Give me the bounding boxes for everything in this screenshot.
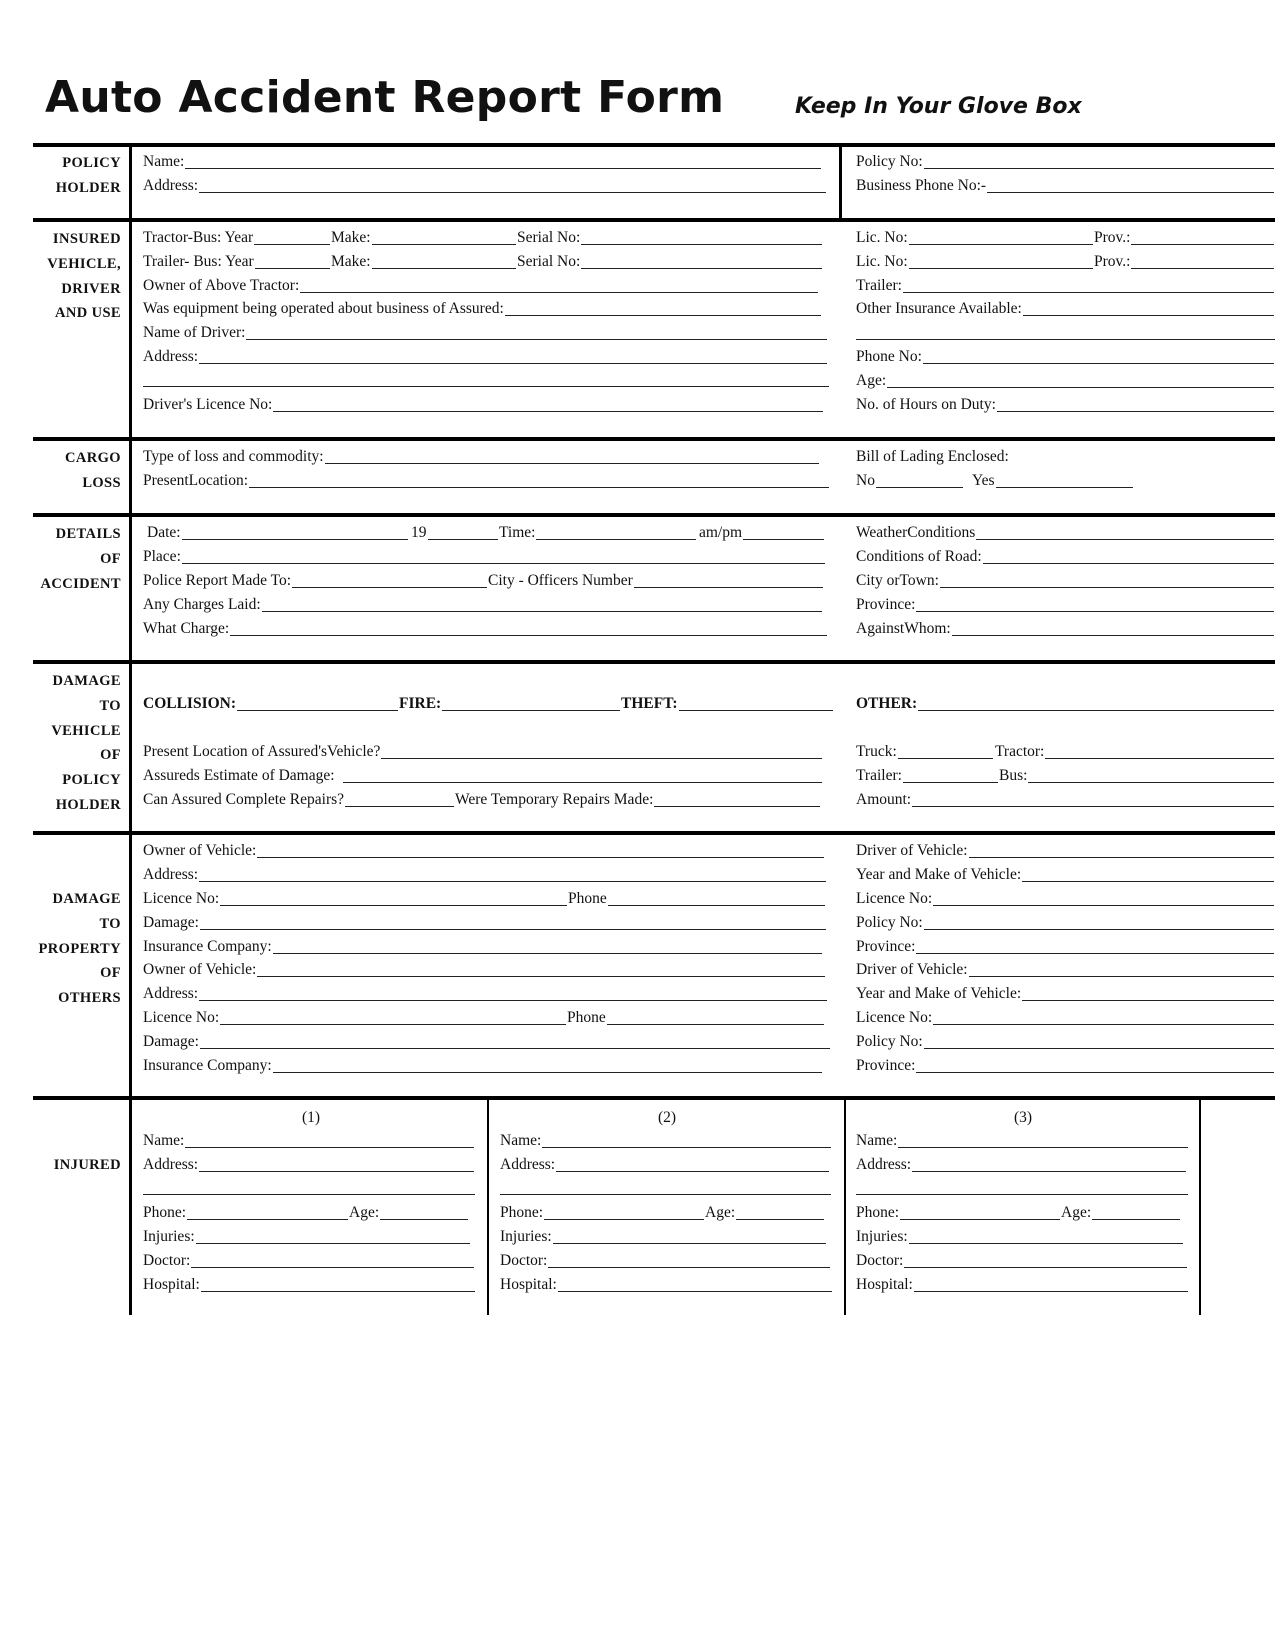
injured-1-name-field[interactable]: Name: — [143, 1132, 475, 1150]
other-damage-field[interactable]: OTHER: — [856, 695, 1275, 713]
injured-2-hospital-field[interactable]: Hospital: — [500, 1276, 833, 1294]
injured-3-injuries-field[interactable]: Injuries: — [856, 1228, 1184, 1246]
injured-3-address-field[interactable]: Address: — [856, 1156, 1187, 1174]
injured-1-injuries-field[interactable]: Injuries: — [143, 1228, 471, 1246]
other-policy-field[interactable]: Policy No: — [856, 914, 1275, 932]
trailer-damage-field[interactable]: Trailer: — [856, 767, 999, 785]
section-label-damage-property: DAMAGE TO PROPERTY OF OTHERS — [38, 891, 121, 1007]
injured-column-1-number: (1) — [301, 1109, 321, 1126]
injured-3-hospital-field[interactable]: Hospital: — [856, 1276, 1189, 1294]
injured-divider — [1199, 1096, 1201, 1315]
form-subtitle: Keep In Your Glove Box — [795, 94, 1082, 119]
other-owner-field-2[interactable]: Owner of Vehicle: — [143, 961, 826, 979]
other-province-field-2[interactable]: Province: — [856, 1057, 1275, 1075]
other-driver-field-2[interactable]: Driver of Vehicle: — [856, 961, 1275, 979]
officers-number-field[interactable]: City - Officers Number — [488, 572, 824, 590]
section-label-cargo-loss: CARGO LOSS — [65, 450, 121, 491]
other-year-make-field-2[interactable]: Year and Make of Vehicle: — [856, 985, 1275, 1003]
other-phone-field[interactable]: Phone — [568, 890, 826, 908]
other-damage-field[interactable]: Damage: — [143, 914, 827, 932]
section-label-insured-vehicle: INSURED VEHICLE, DRIVER AND USE — [47, 231, 121, 322]
injured-1-doctor-field[interactable]: Doctor: — [143, 1252, 475, 1270]
accident-ampm-field[interactable]: am/pm — [699, 524, 825, 542]
driver-phone-field[interactable]: Phone No: — [856, 348, 1275, 366]
injured-2-injuries-field[interactable]: Injuries: — [500, 1228, 827, 1246]
label-column-divider — [129, 143, 132, 1315]
bill-lading-yes-field[interactable]: Yes — [972, 472, 1134, 490]
owner-tractor-field[interactable]: Owner of Above Tractor: — [143, 277, 819, 295]
injured-3-doctor-field[interactable]: Doctor: — [856, 1252, 1188, 1270]
section-divider — [33, 660, 1275, 664]
section-label-details: DETAILS OF ACCIDENT — [40, 526, 121, 592]
other-driver-field[interactable]: Driver of Vehicle: — [856, 842, 1275, 860]
charges-laid-field[interactable]: Any Charges Laid: — [143, 596, 823, 614]
collision-field[interactable]: COLLISION: — [143, 695, 399, 713]
section-divider — [33, 218, 1275, 222]
policy-holder-divider — [839, 143, 842, 222]
other-owner-field[interactable]: Owner of Vehicle: — [143, 842, 825, 860]
trailer-lic-no-field[interactable]: Lic. No: — [856, 253, 1094, 271]
other-address-field-2[interactable]: Address: — [143, 985, 828, 1003]
what-charge-field[interactable]: What Charge: — [143, 620, 828, 638]
other-licence-field[interactable]: Licence No: — [143, 890, 568, 908]
other-insurance-company-field[interactable]: Insurance Company: — [143, 938, 823, 956]
equipment-business-field[interactable]: Was equipment being operated about business of Assured: — [143, 300, 822, 318]
injured-column-2-number: (2) — [657, 1109, 677, 1126]
accident-time-field[interactable]: Time: — [499, 524, 697, 542]
road-conditions-field[interactable]: Conditions of Road: — [856, 548, 1275, 566]
other-address-field[interactable]: Address: — [143, 866, 827, 884]
policy-holder-name-field[interactable]: Name: — [143, 153, 822, 171]
form-title: Auto Accident Report Form — [45, 72, 725, 123]
tractor-prov-field[interactable]: Prov.: — [1094, 229, 1275, 247]
injured-1-address-field[interactable]: Address: — [143, 1156, 475, 1174]
bill-of-lading-label: Bill of Lading Enclosed: — [856, 448, 1009, 465]
truck-field[interactable]: Truck: — [856, 743, 994, 761]
trailer-make-field[interactable]: Make: — [331, 253, 517, 271]
accident-place-field[interactable]: Place: — [143, 548, 826, 566]
police-report-field[interactable]: Police Report Made To: — [143, 572, 488, 590]
other-licence-field-2[interactable]: Licence No: — [143, 1009, 567, 1027]
section-divider — [33, 437, 1275, 441]
injured-1-phone-field[interactable]: Phone: — [143, 1204, 349, 1222]
injured-3-phone-field[interactable]: Phone: — [856, 1204, 1061, 1222]
other-province-field[interactable]: Province: — [856, 938, 1275, 956]
assured-vehicle-location-field[interactable]: Present Location of Assured'sVehicle? — [143, 743, 823, 761]
other-driver-licence-field-2[interactable]: Licence No: — [856, 1009, 1275, 1027]
weather-conditions-field[interactable]: WeatherConditions — [856, 524, 1275, 542]
other-phone-field-2[interactable]: Phone — [567, 1009, 825, 1027]
injured-2-doctor-field[interactable]: Doctor: — [500, 1252, 831, 1270]
section-divider — [33, 831, 1275, 835]
section-label-policy-holder: POLICY HOLDER — [55, 155, 121, 196]
tractor-damage-field[interactable]: Tractor: — [995, 743, 1275, 761]
hours-on-duty-field[interactable]: No. of Hours on Duty: — [856, 396, 1275, 414]
city-town-field[interactable]: City orTown: — [856, 572, 1275, 590]
injured-2-phone-field[interactable]: Phone: — [500, 1204, 705, 1222]
trailer-bus-year-field[interactable]: Trailer- Bus: Year — [143, 253, 331, 271]
driver-address-line-2[interactable] — [143, 386, 829, 387]
tractor-lic-no-field[interactable]: Lic. No: — [856, 229, 1094, 247]
driver-licence-field[interactable]: Driver's Licence No: — [143, 396, 824, 414]
name-of-driver-field[interactable]: Name of Driver: — [143, 324, 828, 342]
trailer-field[interactable]: Trailer: — [856, 277, 1275, 295]
business-phone-field[interactable]: Business Phone No:- — [856, 177, 1275, 195]
cargo-present-location-field[interactable]: PresentLocation: — [143, 472, 830, 490]
injured-3-name-field[interactable]: Name: — [856, 1132, 1189, 1150]
injured-2-name-field[interactable]: Name: — [500, 1132, 832, 1150]
blank-line[interactable] — [856, 339, 1275, 340]
policy-holder-address-field[interactable]: Address: — [143, 177, 827, 195]
damage-estimate-field[interactable]: Assureds Estimate of Damage: — [143, 767, 823, 785]
section-divider — [33, 1096, 1275, 1100]
injured-2-age-field[interactable]: Age: — [705, 1204, 825, 1222]
policy-no-field[interactable]: Policy No: — [856, 153, 1275, 171]
section-divider — [33, 513, 1275, 517]
other-policy-field-2[interactable]: Policy No: — [856, 1033, 1275, 1051]
driver-age-field[interactable]: Age: — [856, 372, 1275, 390]
injured-1-hospital-field[interactable]: Hospital: — [143, 1276, 476, 1294]
injured-1-age-field[interactable]: Age: — [349, 1204, 469, 1222]
tractor-serial-field[interactable]: Serial No: — [517, 229, 823, 247]
injured-3-address-line-2[interactable] — [856, 1194, 1188, 1195]
tractor-make-field[interactable]: Make: — [331, 229, 517, 247]
section-label-damage-vehicle: DAMAGE TO VEHICLE OF POLICY HOLDER — [51, 673, 121, 813]
driver-address-field[interactable]: Address: — [143, 348, 828, 366]
trailer-prov-field[interactable]: Prov.: — [1094, 253, 1275, 271]
injured-2-address-field[interactable]: Address: — [500, 1156, 830, 1174]
other-year-make-field[interactable]: Year and Make of Vehicle: — [856, 866, 1275, 884]
other-insurance-company-field-2[interactable]: Insurance Company: — [143, 1057, 823, 1075]
other-damage-field-2[interactable]: Damage: — [143, 1033, 831, 1051]
injured-2-address-line-2[interactable] — [500, 1194, 831, 1195]
accident-date-field[interactable]: Date: — [147, 524, 409, 542]
accident-year-field[interactable]: 19 — [411, 524, 499, 542]
fire-field[interactable]: FIRE: — [399, 695, 621, 713]
complete-repairs-field[interactable]: Can Assured Complete Repairs? — [143, 791, 455, 809]
bill-lading-no-field[interactable]: No — [856, 472, 964, 490]
injured-divider — [487, 1096, 489, 1315]
other-driver-licence-field[interactable]: Licence No: — [856, 890, 1275, 908]
section-label-injured: INJURED — [53, 1157, 121, 1173]
temporary-repairs-field[interactable]: Were Temporary Repairs Made: — [455, 791, 821, 809]
injured-divider — [844, 1096, 846, 1315]
type-of-loss-field[interactable]: Type of loss and commodity: — [143, 448, 820, 466]
bus-damage-field[interactable]: Bus: — [999, 767, 1275, 785]
theft-field[interactable]: THEFT: — [621, 695, 834, 713]
injured-column-3-number: (3) — [1013, 1109, 1033, 1126]
section-divider — [33, 143, 1275, 147]
injured-1-address-line-2[interactable] — [143, 1194, 475, 1195]
tractor-bus-year-field[interactable]: Tractor-Bus: Year — [143, 229, 331, 247]
trailer-serial-field[interactable]: Serial No: — [517, 253, 823, 271]
damage-amount-field[interactable]: Amount: — [856, 791, 1275, 809]
accident-province-field[interactable]: Province: — [856, 596, 1275, 614]
other-insurance-field[interactable]: Other Insurance Available: — [856, 300, 1275, 318]
injured-3-age-field[interactable]: Age: — [1061, 1204, 1181, 1222]
against-whom-field[interactable]: AgainstWhom: — [856, 620, 1275, 638]
